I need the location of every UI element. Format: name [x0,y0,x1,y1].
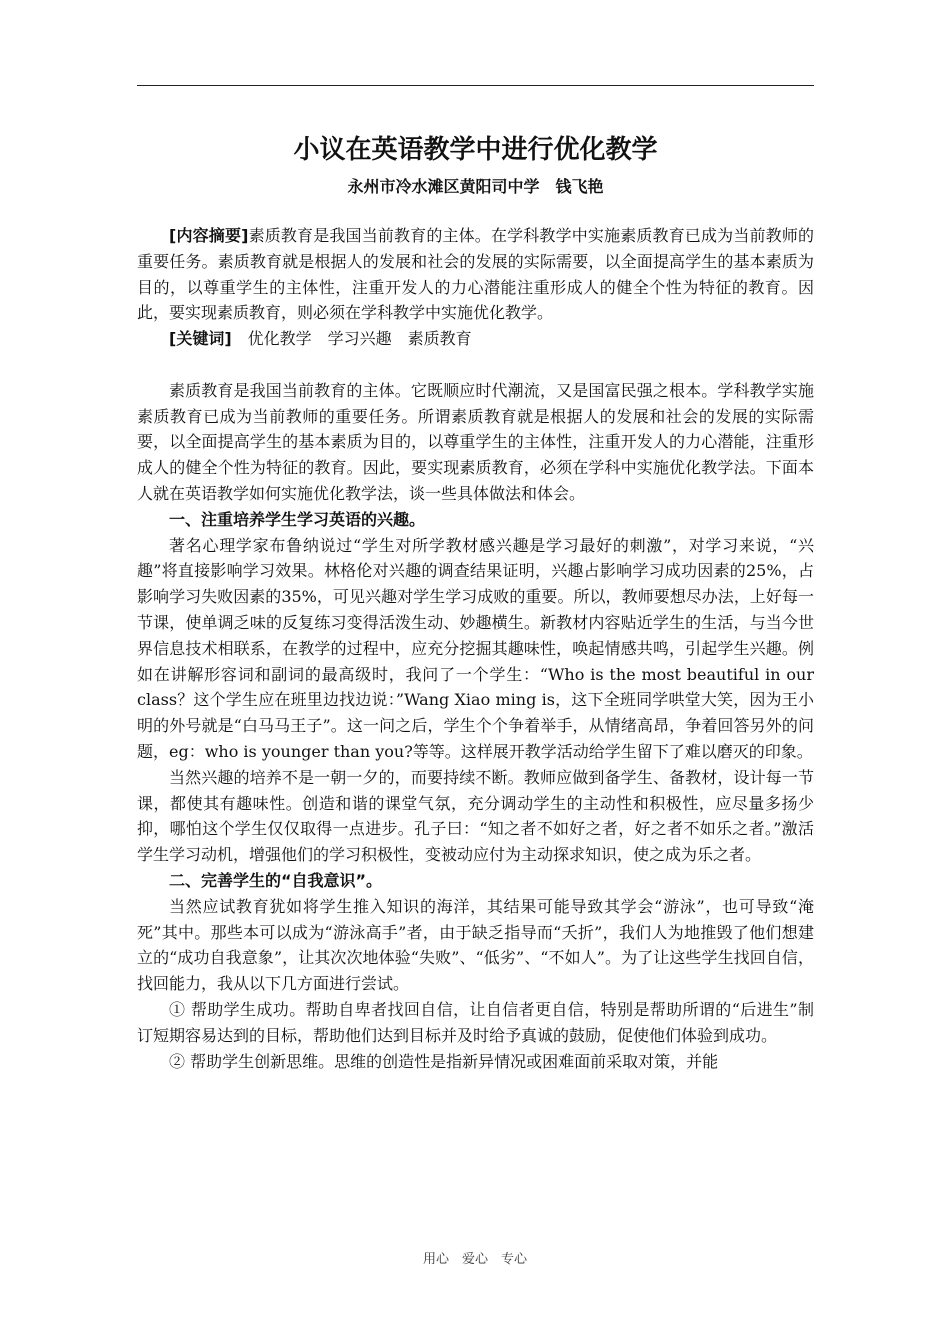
abstract-label: [内容摘要] [169,226,249,245]
header-rule [137,85,814,86]
abstract-text: 素质教育是我国当前教育的主体。在学科教学中实施素质教育已成为当前教师的重要任务。素质教育就是根据人的发展和社会的发展的实际需要，以全面提高学生的基本素质为目的，以尊重学生的主体性，注重开发人的力心潜能注重形成人的健全个性为特征的教育。因此，要实现素质教育，则必须在学科教学中实施优化教学。 [137,226,814,323]
section2-paragraph-1: 当然应试教育犹如将学生推入知识的海洋，其结果可能导致其学会“游泳”，也可导致“淹死”其中。那些本可以成为“游泳高手”者，由于缺乏指导而“夭折”，我们人为地推毁了他们想建立的“成功自我意象”，让其次次地体验“失败”、“低劣”、“不如人”。为了让这些学生找回自信，找回能力，我从以下几方面进行尝试。 [137,896,814,994]
section1-paragraph-2: 当然兴趣的培养不是一朝一夕的，而要持续不断。教师应做到备学生、备教材，设计每一节课，都使其有趣味性。创造和谐的课堂气氛，充分调动学生的主动性和积极性，应尽量多扬少抑，哪怕这个学生仅仅取得一点进步。孔子曰：“知之者不如好之者，好之者不如乐之者。”激活学生学习动机，增强他们的学习积极性，变被动应付为主动探求知识，使之成为乐之者。 [137,767,814,865]
abstract-paragraph [137,223,814,326]
section-heading-1: 一、注重培养学生学习英语的兴趣。 [169,509,426,529]
intro-paragraph: 素质教育是我国当前教育的主体。它既顺应时代潮流，又是国富民强之根本。学科教学实施素质教育已成为当前教师的重要任务。所谓素质教育就是根据人的发展和社会的发展的实际需要，以全面提高学生的基本素质为目的，以尊重学生的主体性，注重开发人的力心潜能，注重形成人的健全个性为特征的教育。因此，要实现素质教育，必须在学科中实施优化教学法。下面本人就在英语教学如何实施优化教学法，谈一些具体做法和体会。 [137,380,814,503]
list-item-1: ① 帮助学生成功。帮助自卑者找回自信，让自信者更自信，特别是帮助所谓的“后进生”制订短期容易达到的目标，帮助他们达到目标并及时给予真诚的鼓励，促使他们体验到成功。 [137,999,814,1045]
author-byline: 永州市冷水滩区黄阳司中学 钱飞艳 [347,177,604,196]
page-footer: 用心 爱心 专心 [422,1252,527,1267]
keywords-label: [关键词] [169,329,232,349]
section-heading-2: 二、完善学生的“自我意识”。 [169,870,383,890]
document-title: 小议在英语教学中进行优化教学 [293,135,658,165]
list-item-2: ② 帮助学生创新思维。思维的创造性是指新异情况或困难面前采取对策，并能 [169,1051,719,1071]
section1-paragraph-1: 著名心理学家布鲁纳说过“学生对所学教材感兴趣是学习最好的刺激”，对学习来说，“兴趣”将直接影响学习效果。林格伦对兴趣的调查结果证明，兴趣占影响学习成功因素的25%，占影响学习失败因素的35%，可见兴趣对学生学习成败的重要。所以，教师要想尽办法，上好每一节课，使单调乏味的反复练习变得活泼生动、妙趣横生。新教材内容贴近学生的生活，与当今世界信息技术相联系，在教学的过程中，应充分挖掘其趣味性，唤起情感共鸣，引起学生兴趣。例如在讲解形容词和副词的最高级时，我问了一个学生：“Who is the most beautiful in our class？这个学生应在班里边找边说：”Wang Xiao ming is，这下全班同学哄堂大笑，因为王小明的外号就是“白马马王子”。这一问之后，学生个个争着举手，从情绪高昂，争着回答另外的问题，eg：who is younger than you?等等。这样展开教学活动给学生留下了难以磨灭的印象。 [137,535,814,761]
keywords-paragraph [137,326,814,352]
document-body [137,223,814,1074]
keywords-text: 优化教学 学习兴趣 素质教育 [231,329,472,349]
